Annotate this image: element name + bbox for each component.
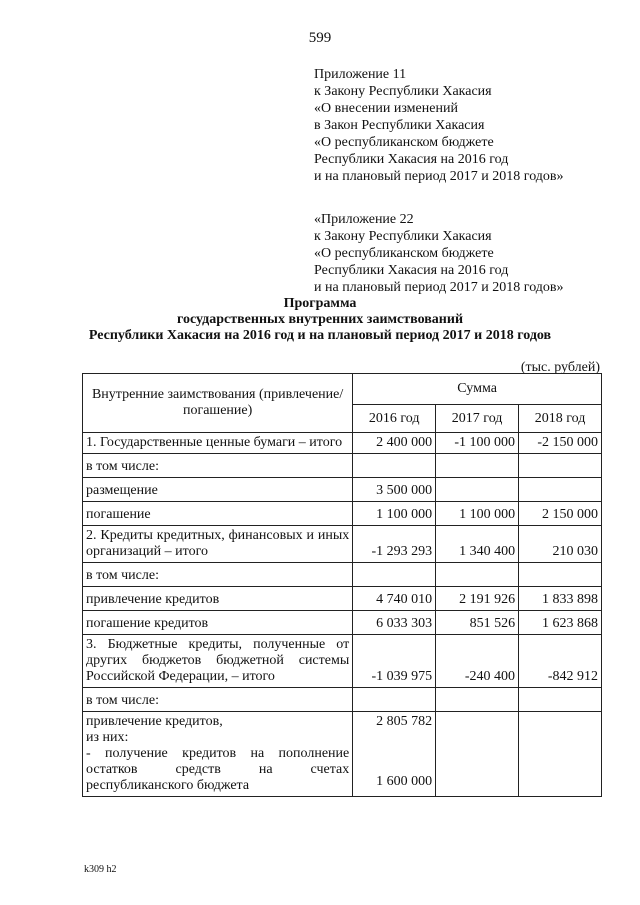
appendix-22-header — [314, 211, 564, 296]
header-year-2018: 2018 год — [519, 405, 602, 433]
value-2018: 1 623 868 — [519, 611, 602, 635]
row-name: 2. Кредиты кредитных, финансовых и иных организаций – итого — [83, 526, 353, 563]
value-2017: 2 191 926 — [436, 587, 519, 611]
value-2018: -2 150 000 — [519, 433, 602, 454]
appendix-22-line: «Приложение 22 — [314, 212, 414, 227]
table-row — [83, 635, 602, 688]
value-2018: 2 150 000 — [519, 502, 602, 526]
value-2016-borrowing: 2 805 782 — [376, 714, 433, 729]
appendix-11-line: и на плановый период 2017 и 2018 годов» — [314, 169, 564, 184]
value-2017 — [436, 478, 519, 502]
value-2016: 1 100 000 — [353, 502, 436, 526]
row-name: погашение — [83, 502, 353, 526]
header-year-2017: 2017 год — [436, 405, 519, 433]
appendix-11-line: «О внесении изменений — [314, 101, 458, 116]
value-2017 — [436, 454, 519, 478]
document-title — [0, 296, 640, 344]
title-line: Программа — [283, 296, 357, 311]
value-2016: 2 400 000 — [353, 433, 436, 454]
row-name: погашение кредитов — [83, 611, 353, 635]
row-name-line: из них: — [86, 730, 129, 745]
value-2016: -1 293 293 — [353, 526, 436, 563]
table-row — [83, 526, 602, 563]
table-row — [83, 433, 602, 454]
value-2016: 4 740 010 — [353, 587, 436, 611]
table-row — [83, 688, 602, 712]
appendix-11-line: в Закон Республики Хакасия — [314, 118, 485, 133]
header-name-column: Внутренние заимствования (привлечение/погашение) — [83, 374, 353, 433]
appendix-22-line: «О республиканском бюджете — [314, 246, 494, 261]
page-number: 599 — [308, 30, 332, 46]
value-2018 — [519, 712, 602, 797]
table-row — [83, 563, 602, 587]
value-2017: 1 340 400 — [436, 526, 519, 563]
value-2017: -1 100 000 — [436, 433, 519, 454]
row-name: в том числе: — [83, 688, 353, 712]
value-2018 — [519, 454, 602, 478]
value-2017: 1 100 000 — [436, 502, 519, 526]
value-2018: 1 833 898 — [519, 587, 602, 611]
table-row — [83, 478, 602, 502]
value-2018: -842 912 — [519, 635, 602, 688]
row-name: в том числе: — [83, 563, 353, 587]
header-year-2016: 2016 год — [353, 405, 436, 433]
appendix-11-line: «О республиканском бюджете — [314, 135, 494, 150]
value-2017: -240 400 — [436, 635, 519, 688]
row-name-line: привлечение кредитов, — [86, 714, 223, 729]
value-2018 — [519, 478, 602, 502]
borrowing-table — [82, 373, 602, 797]
header-sum-column: Сумма — [353, 374, 602, 405]
footer-code: k309 h2 — [84, 864, 117, 875]
appendix-22-line: Республики Хакасия на 2016 год — [314, 263, 509, 278]
table-row — [83, 611, 602, 635]
value-2016 — [353, 712, 436, 797]
value-2018 — [519, 688, 602, 712]
value-2016 — [353, 454, 436, 478]
row-name: 1. Государственные ценные бумаги – итого — [83, 433, 353, 454]
value-2017 — [436, 712, 519, 797]
value-2018: 210 030 — [519, 526, 602, 563]
units-label: (тыс. рублей) — [520, 360, 600, 375]
value-2017 — [436, 688, 519, 712]
table-row — [83, 454, 602, 478]
title-line: Республики Хакасия на 2016 год и на плановый период 2017 и 2018 годов — [88, 328, 552, 343]
value-2017: 851 526 — [436, 611, 519, 635]
value-2016: -1 039 975 — [353, 635, 436, 688]
title-line: государственных внутренних заимствований — [176, 312, 464, 327]
table-row — [83, 587, 602, 611]
appendix-22-line: и на плановый период 2017 и 2018 годов» — [314, 280, 564, 295]
value-2016 — [353, 563, 436, 587]
row-name — [83, 712, 353, 797]
appendix-22-line: к Закону Республики Хакасия — [314, 229, 492, 244]
row-name-line: - получение кредитов на пополнение остатков средств на счетах республиканского бюджета — [86, 746, 350, 793]
row-name: 3. Бюджетные кредиты, полученные от других бюджетов бюджетной системы Российской Федерации, – итого — [83, 635, 353, 688]
value-2016-replenishment: 1 600 000 — [376, 774, 433, 789]
value-2018 — [519, 563, 602, 587]
table-row — [83, 502, 602, 526]
appendix-11-line: Приложение 11 — [314, 67, 407, 82]
appendix-11-header — [314, 66, 564, 185]
row-name: размещение — [83, 478, 353, 502]
value-2016: 3 500 000 — [353, 478, 436, 502]
value-2016 — [353, 688, 436, 712]
appendix-11-line: к Закону Республики Хакасия — [314, 84, 492, 99]
row-name: привлечение кредитов — [83, 587, 353, 611]
appendix-11-line: Республики Хакасия на 2016 год — [314, 152, 509, 167]
row-name: в том числе: — [83, 454, 353, 478]
value-2016: 6 033 303 — [353, 611, 436, 635]
value-2017 — [436, 563, 519, 587]
table-row — [83, 712, 602, 797]
